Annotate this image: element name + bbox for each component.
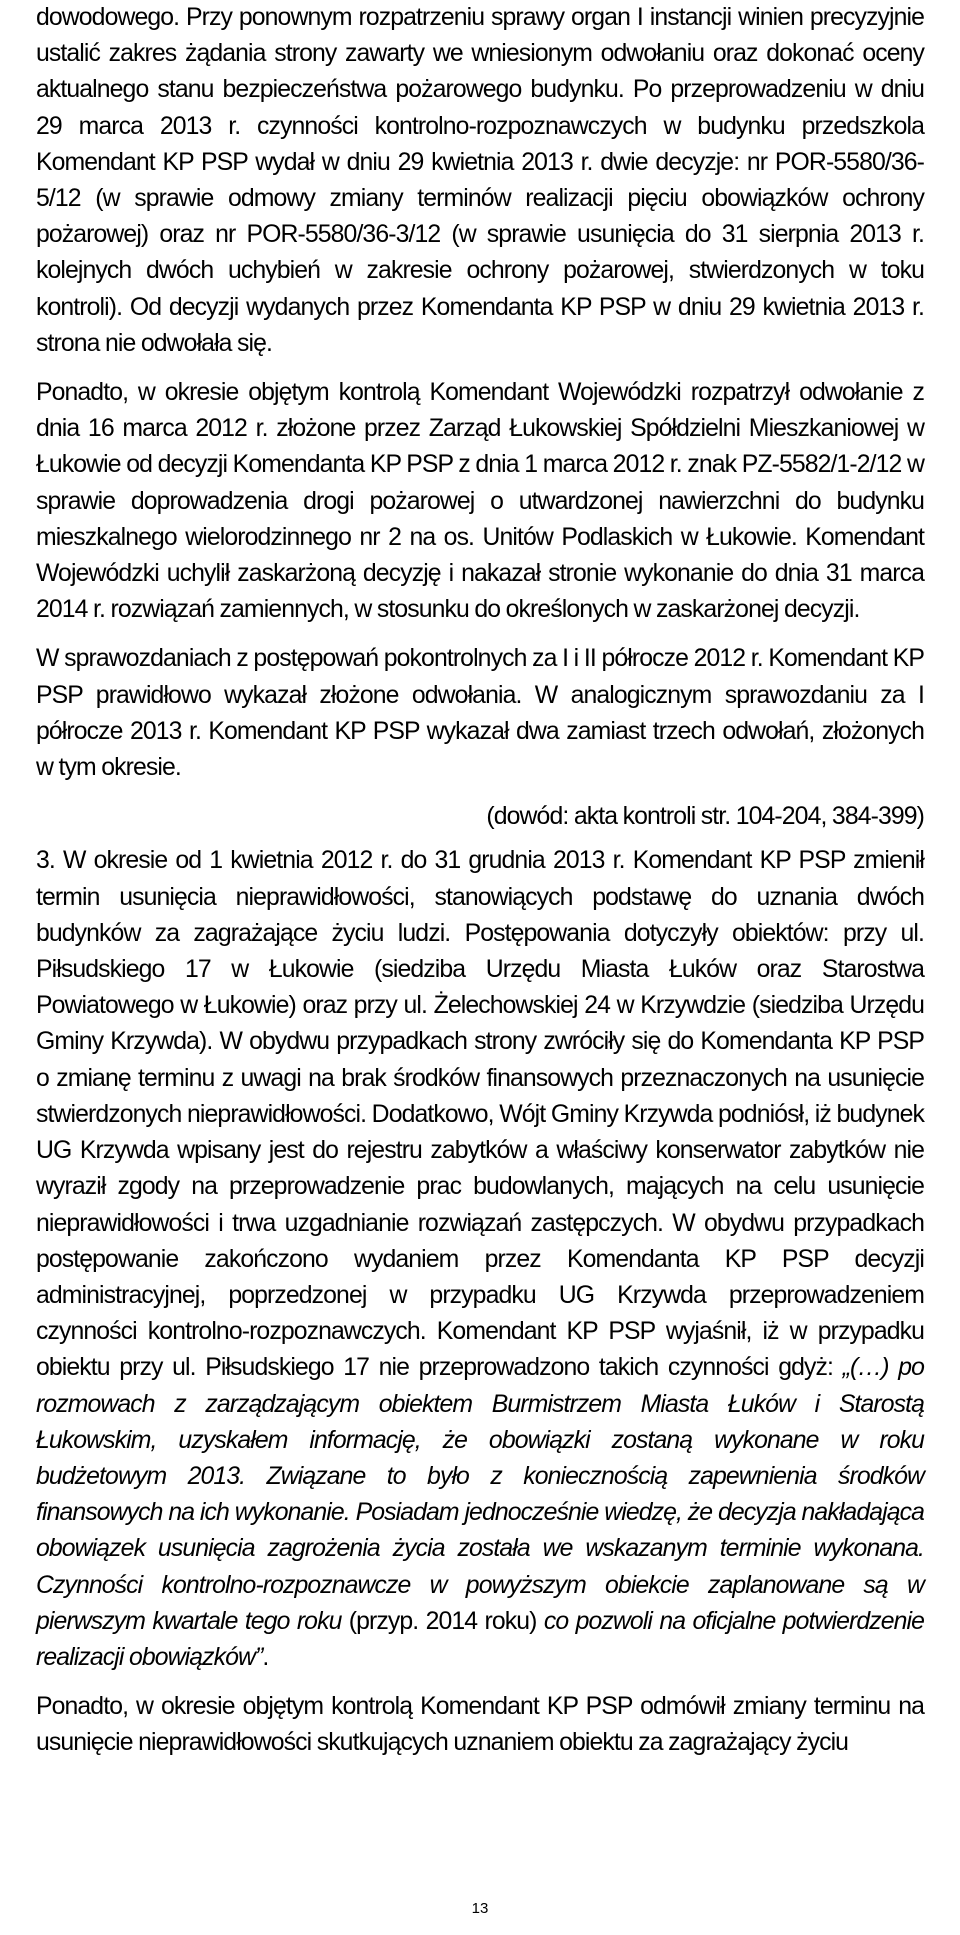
document-page bbox=[36, 0, 924, 1935]
paragraph-section-3 bbox=[36, 843, 924, 1676]
evidence-note: (dowód: akta kontroli str. 104-204, 384-399) bbox=[486, 803, 924, 831]
section-3-text: 3. W okresie od 1 kwietnia 2012 r. do 31 grudnia 2013 r. Komendant KP PSP zmienił termin usunięcia nieprawidłowości, stanowiących podstawę do uznania dwóch budynków za zagrażające życiu ludzi. Postępowania dotyczyły obiektów: przy ul. Piłsudskiego 17 w Łukowie (siedziba Urzędu Miasta Łuków oraz Starostwa Powiatowego w Łukowie) oraz przy ul. Żelechowskiej 24 w Krzywdzie (siedziba Urzędu Gminy Krzywda). W obydwu przypadkach strony zwróciły się do Komendanta KP PSP o zmianę terminu z uwagi na brak środków finansowych przeznaczonych na usunięcie stwierdzonych nieprawidłowości. Dodatkowo, Wójt Gminy Krzywda podniósł, iż budynek UG Krzywda wpisany jest do rejestru zabytków a właściwy konserwator zabytków nie wyraził zgody na przeprowadzenie prac budowlanych, mających na celu usunięcie nieprawidłowości i trwa uzgadnianie rozwiązań zastępczych. W obydwu przypadkach postępowanie zakończono wydaniem przez Komendanta KP PSP decyzji administracyjnej, poprzedzonej w przypadku UG Krzywda przeprowadzeniem czynności kontrolno-rozpoznawczych. Komendant KP PSP wyjaśnił, iż w przypadku obiektu przy ul. Piłsudskiego 17 nie przeprowadzono takich czynności gdyż: bbox=[36, 847, 924, 1382]
paragraph-appeal-decision: dowodowego. Przy ponownym rozpatrzeniu sprawy organ I instancji winien precyzyjnie ustalić zakres żądania strony zawarty we wniesionym odwołaniu oraz dokonać oceny aktualnego stanu bezpieczeństwa pożarowego budynku. Po przeprowadzeniu w dniu 29 marca 2013 r. czynności kontrolno-rozpoznawczych w budynku przedszkola Komendant KP PSP wydał w dniu 29 kwietnia 2013 r. dwie decyzje: nr POR-5580/36-5/12 (w sprawie odmowy zmiany terminów realizacji pięciu obowiązków ochrony pożarowej) oraz nr POR-5580/36-3/12 (w sprawie usunięcia do 31 sierpnia 2013 r. kolejnych dwóch uchybień w zakresie ochrony pożarowej, stwierdzonych w toku kontroli). Od decyzji wydanych przez Komendanta KP PSP w dniu 29 kwietnia 2013 r. strona nie odwołała się. bbox=[36, 4, 924, 357]
paragraph-voivodeship-commander-appeal: Ponadto, w okresie objętym kontrolą Komendant Wojewódzki rozpatrzył odwołanie z dnia 16 marca 2012 r. złożone przez Zarząd Łukowskiej Spółdzielni Mieszkaniowej w Łukowie od decyzji Komendanta KP PSP z dnia 1 marca 2012 r. znak PZ-5582/1-2/12 w sprawie doprowadzenia drogi pożarowej o utwardzonej nawierzchni do budynku mieszkalnego wielorodzinnego nr 2 na os. Unitów Podlaskich w Łukowie. Komendant Wojewódzki uchylił zaskarżoną decyzję i nakazał stronie wykonanie do dnia 31 marca 2014 r. rozwiązań zamiennych, w stosunku do określonych w zaskarżonej decyzji. bbox=[36, 379, 924, 624]
page-number: 13 bbox=[471, 1900, 489, 1917]
section-3-quote-2: co pozwoli na oficjalne potwierdzenie realizacji obowiązków” bbox=[36, 1607, 924, 1671]
section-3-quote-1: „(…) po rozmowach z zarządzającym obiektem Burmistrzem Miasta Łuków i Starostą Łukowskim, uzyskałem informację, że obowiązki zostaną wykonane w roku budżetowym 2013. Związane to było z koniecznością zapewnienia środków finansowych na ich wykonanie. Posiadam jednocześnie wiedzę, że decyzja nakładająca obowiązek usunięcia zagrożenia życia została we wskazanym terminie wykonana. Czynności kontrolno-rozpoznawcze w powyższym obiekcie zaplanowane są w pierwszym kwartale tego roku bbox=[36, 1354, 924, 1635]
paragraph-refusal: Ponadto, w okresie objętym kontrolą Komendant KP PSP odmówił zmiany terminu na usunięcie nieprawidłowości skutkujących uznaniem obiektu za zagrażający życiu bbox=[36, 1693, 924, 1757]
paragraph-reports: W sprawozdaniach z postępowań pokontrolnych za I i II półrocze 2012 r. Komendant KP PSP prawidłowo wykazał złożone odwołania. W analogicznym sprawozdaniu za I półrocze 2013 r. Komendant KP PSP wykazał dwa zamiast trzech odwołań, złożonych w tym okresie. bbox=[36, 645, 924, 782]
section-3-end: . bbox=[262, 1643, 269, 1671]
section-3-note: (przyp. 2014 roku) bbox=[341, 1607, 544, 1635]
